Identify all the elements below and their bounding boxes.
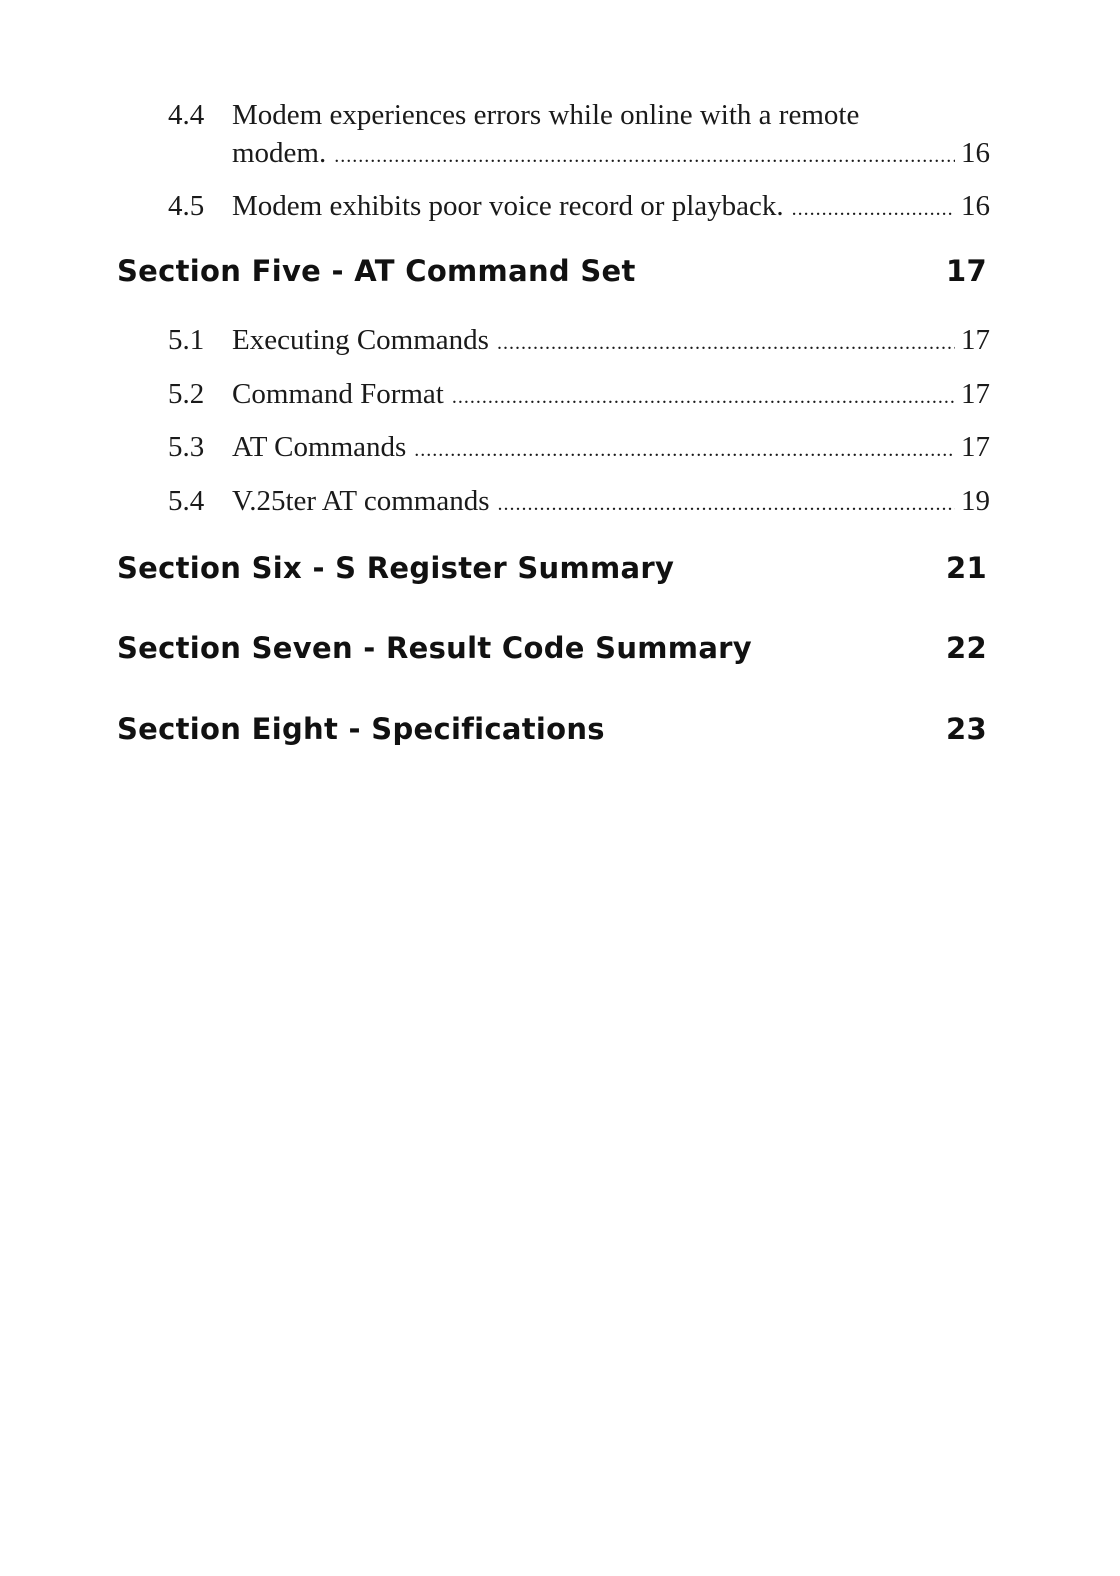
toc-section-title: Section Six - S Register Summary bbox=[117, 551, 675, 585]
toc-entry-title-continued: modem. bbox=[232, 137, 327, 169]
toc-entry-number: 5.3 bbox=[168, 431, 205, 463]
dot-leader bbox=[792, 190, 955, 228]
toc-section-page: 22 bbox=[946, 631, 987, 665]
dot-leader bbox=[497, 324, 955, 362]
toc-entry-number: 5.4 bbox=[168, 485, 205, 517]
toc-section-title: Section Seven - Result Code Summary bbox=[117, 631, 752, 665]
toc-section-page: 17 bbox=[946, 254, 987, 288]
toc-entry-number: 5.2 bbox=[168, 378, 205, 410]
toc-entry-page: 16 bbox=[961, 190, 990, 222]
toc-section-title: Section Eight - Specifications bbox=[117, 712, 605, 746]
toc-entry-page: 19 bbox=[961, 485, 990, 517]
toc-entry-title: Modem experiences errors while online with a remote bbox=[232, 99, 860, 131]
toc-entry-page: 17 bbox=[961, 378, 990, 410]
toc-section-seven[interactable] bbox=[117, 629, 987, 667]
toc-entry-page: 16 bbox=[961, 137, 990, 169]
toc-entry-title: Modem exhibits poor voice record or playback. bbox=[232, 190, 784, 222]
dot-leader bbox=[414, 431, 955, 469]
toc-entry-page: 17 bbox=[961, 324, 990, 356]
toc-section-five[interactable] bbox=[117, 252, 987, 290]
toc-entry-title: Command Format bbox=[232, 378, 444, 410]
dot-leader bbox=[498, 485, 955, 523]
toc-entry-4-4[interactable] bbox=[168, 96, 990, 174]
toc-section-eight[interactable] bbox=[117, 710, 987, 748]
dot-leader bbox=[334, 137, 955, 175]
toc-section-six[interactable] bbox=[117, 549, 987, 587]
toc-entry-title: Executing Commands bbox=[232, 324, 489, 356]
toc-entry-title: AT Commands bbox=[232, 431, 407, 463]
toc-section-title: Section Five - AT Command Set bbox=[117, 254, 636, 288]
toc-entry-number: 5.1 bbox=[168, 324, 205, 356]
toc-entry-title: V.25ter AT commands bbox=[232, 485, 490, 517]
toc-section-page: 23 bbox=[946, 712, 987, 746]
toc-entry-page: 17 bbox=[961, 431, 990, 463]
toc-entry-number: 4.4 bbox=[168, 99, 205, 131]
dot-leader bbox=[452, 378, 955, 416]
toc-section-page: 21 bbox=[946, 551, 987, 585]
toc-entry-number: 4.5 bbox=[168, 190, 205, 222]
